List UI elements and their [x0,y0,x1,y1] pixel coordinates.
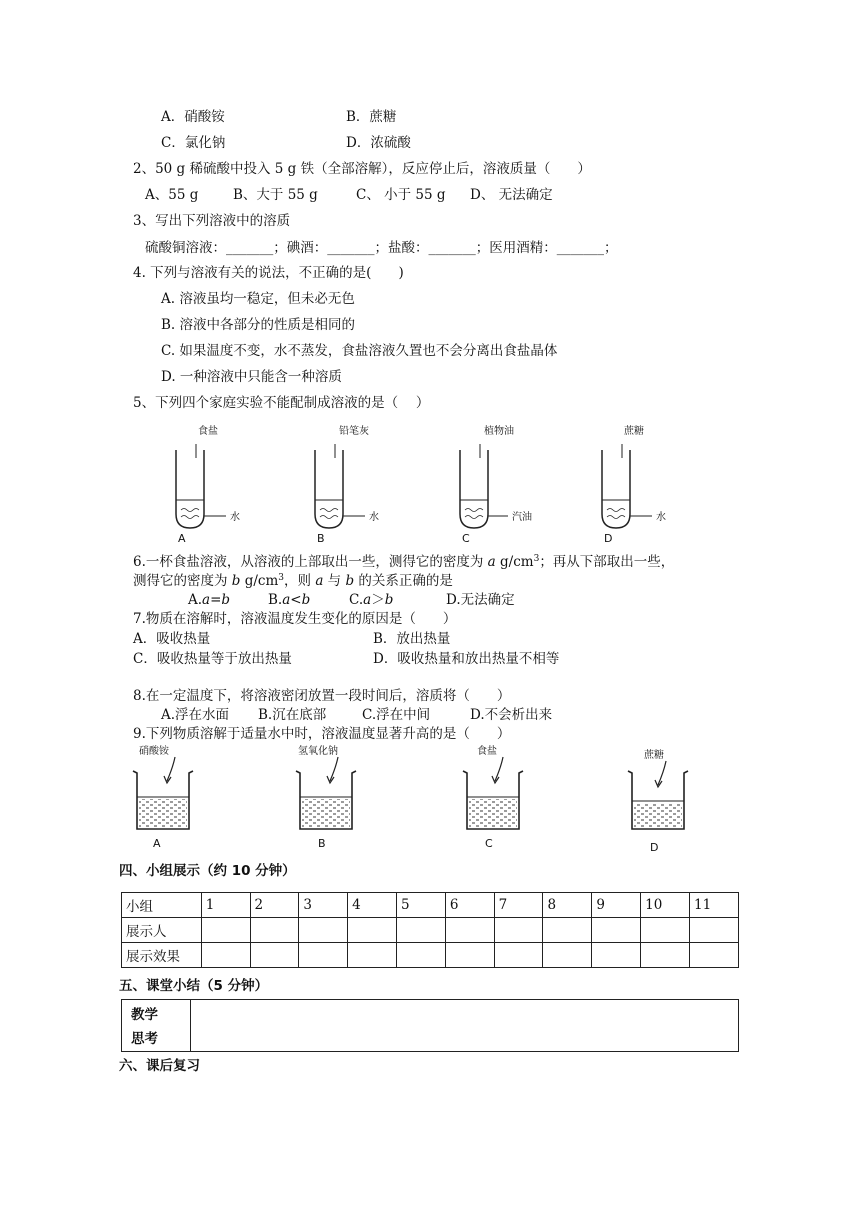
table-header-cell: 8 [543,893,592,918]
table-cell [445,943,494,968]
q1-option-d: D．浓硫酸 [346,135,411,151]
q6-option-d: D.无法确定 [446,592,515,608]
table-cell [250,943,299,968]
reflection-label-cell [122,1000,191,1051]
table-header-cell: 7 [494,893,543,918]
table-cell [397,943,446,968]
tube-b-letter: B [317,532,325,544]
beaker-c-label: 食盐 [477,746,497,757]
q3-stem: 3、写出下列溶液中的溶质 [133,213,291,229]
table-header-cell: 11 [690,893,739,918]
beaker-a [133,744,193,850]
tube-b-side-label: 水 [369,512,379,523]
table-cell [250,918,299,943]
test-tube-b [315,424,379,544]
q6-line-1: 6.一杯食盐溶液，从溶液的上部取出一些，测得它的密度为 a $g/cm^3$；再从下部取出一些， [133,554,675,570]
table-row-presenter [122,918,739,943]
test-tube-d [602,424,666,544]
table-cell [201,943,250,968]
reflection-label-line-1: 教学 [131,1007,158,1023]
table-header-cell: 2 [250,893,299,918]
q2-option-d: D、 无法确定 [470,187,553,203]
q3-blanks: 硫酸铜溶液：_______；碘酒：_______；盐酸：_______；医用酒精：_______； [145,240,618,256]
table-cell [445,918,494,943]
table-cell [201,918,250,943]
q4-stem: 4. 下列与溶液有关的说法，不正确的是( ) [133,265,404,281]
beaker-b [296,744,356,850]
test-tube-figure [160,418,720,544]
beaker-a-letter: A [153,837,161,850]
tube-a-top-label: 食盐 [198,426,218,437]
table-cell [348,943,397,968]
test-tube-c [460,424,532,544]
q2-stem: 2、50 g 稀硫酸中投入 5 g 铁（全部溶解），反应停止后，溶液质量（ ） [133,161,591,177]
reflection-box [121,999,739,1052]
q6-option-c: C.a＞b [349,592,394,608]
q8-option-a: A.浮在水面 [161,707,230,723]
table-cell [543,943,592,968]
q6-option-a: A.a=b [188,592,231,608]
q9-stem: 9.下列物质溶解于适量水中时，溶液温度显著升高的是（ ） [133,726,511,742]
table-header-cell: 小组 [122,893,202,918]
tube-d-letter: D [604,532,613,544]
q1-option-a: A．硝酸铵 [161,109,225,125]
test-tube-a [176,424,240,544]
q4-option-b: B. 溶液中各部分的性质是相同的 [161,317,356,333]
q6-option-b: B.a<b [268,592,311,608]
beaker-a-label: 硝酸铵 [139,746,169,757]
reflection-label-line-2: 思考 [131,1031,158,1047]
table-cell [641,918,690,943]
section-5-title: 五、课堂小结（5 分钟） [119,978,269,994]
q7-option-d: D．吸收热量和放出热量不相等 [373,651,560,667]
q2-option-a: A、55 g [145,187,199,203]
q8-option-b: B.沉在底部 [258,707,327,723]
tube-c-letter: C [462,532,470,544]
table-header-cell: 3 [299,893,348,918]
table-cell [348,918,397,943]
beaker-d-label: 蔗糖 [644,750,664,761]
tube-a-side-label: 水 [230,512,240,523]
row-label-presenter: 展示人 [122,918,202,943]
table-header-cell: 6 [445,893,494,918]
table-cell [592,943,641,968]
row-label-effect: 展示效果 [122,943,202,968]
q2-option-c: C、 小于 55 g [356,187,446,203]
table-cell [494,918,543,943]
tube-b-top-label: 铅笔灰 [339,426,369,437]
section-6-title: 六、课后复习 [119,1058,200,1074]
beaker-c [463,744,523,850]
table-row-effect [122,943,739,968]
table-header-cell: 5 [397,893,446,918]
table-cell [299,918,348,943]
q1-option-c: C．氯化钠 [161,135,226,151]
table-header-cell: 9 [592,893,641,918]
q8-option-c: C.浮在中间 [362,707,431,723]
group-display-table [121,892,739,968]
q4-option-d: D. 一种溶液中只能含一种溶质 [161,369,342,385]
q4-option-c: C. 如果温度不变，水不蒸发，食盐溶液久置也不会分离出食盐晶体 [161,343,558,359]
tube-c-side-label: 汽油 [512,512,532,523]
q8-stem: 8.在一定温度下，将溶液密闭放置一段时间后，溶质将（ ） [133,688,511,704]
tube-d-top-label: 蔗糖 [624,426,644,437]
table-header-cell: 4 [348,893,397,918]
table-row-header [122,893,739,918]
q2-option-b: B、大于 55 g [233,187,318,203]
table-cell [690,943,739,968]
tube-a-letter: A [178,532,186,544]
q7-option-c: C．吸收热量等于放出热量 [133,651,292,667]
q6-line-2: 测得它的密度为 b $g/cm^3$，则 a 与 b 的关系正确的是 [133,573,453,589]
tube-c-top-label: 植物油 [484,426,514,437]
q5-stem: 5、下列四个家庭实验不能配制成溶液的是（ ） [133,395,430,411]
tube-d-side-label: 水 [656,512,666,523]
q4-option-a: A. 溶液虽均一稳定，但未必无色 [161,291,355,307]
beaker-b-letter: B [318,837,326,850]
table-header-cell: 10 [641,893,690,918]
beaker-d-letter: D [650,841,659,854]
table-cell [543,918,592,943]
table-cell [397,918,446,943]
beaker-figure [125,743,705,855]
table-cell [641,943,690,968]
beaker-d [628,748,688,854]
q1-option-b: B．蔗糖 [346,109,397,125]
q8-option-d: D.不会析出来 [470,707,553,723]
table-cell [494,943,543,968]
section-4-title: 四、小组展示（约 10 分钟） [119,863,296,879]
q7-option-a: A．吸收热量 [133,631,211,647]
table-cell [299,943,348,968]
beaker-b-label: 氢氧化钠 [298,746,338,757]
table-cell [690,918,739,943]
beaker-c-letter: C [485,837,493,850]
q7-stem: 7.物质在溶解时，溶液温度发生变化的原因是（ ） [133,611,457,627]
q7-option-b: B．放出热量 [373,631,451,647]
table-cell [592,918,641,943]
table-header-cell: 1 [201,893,250,918]
